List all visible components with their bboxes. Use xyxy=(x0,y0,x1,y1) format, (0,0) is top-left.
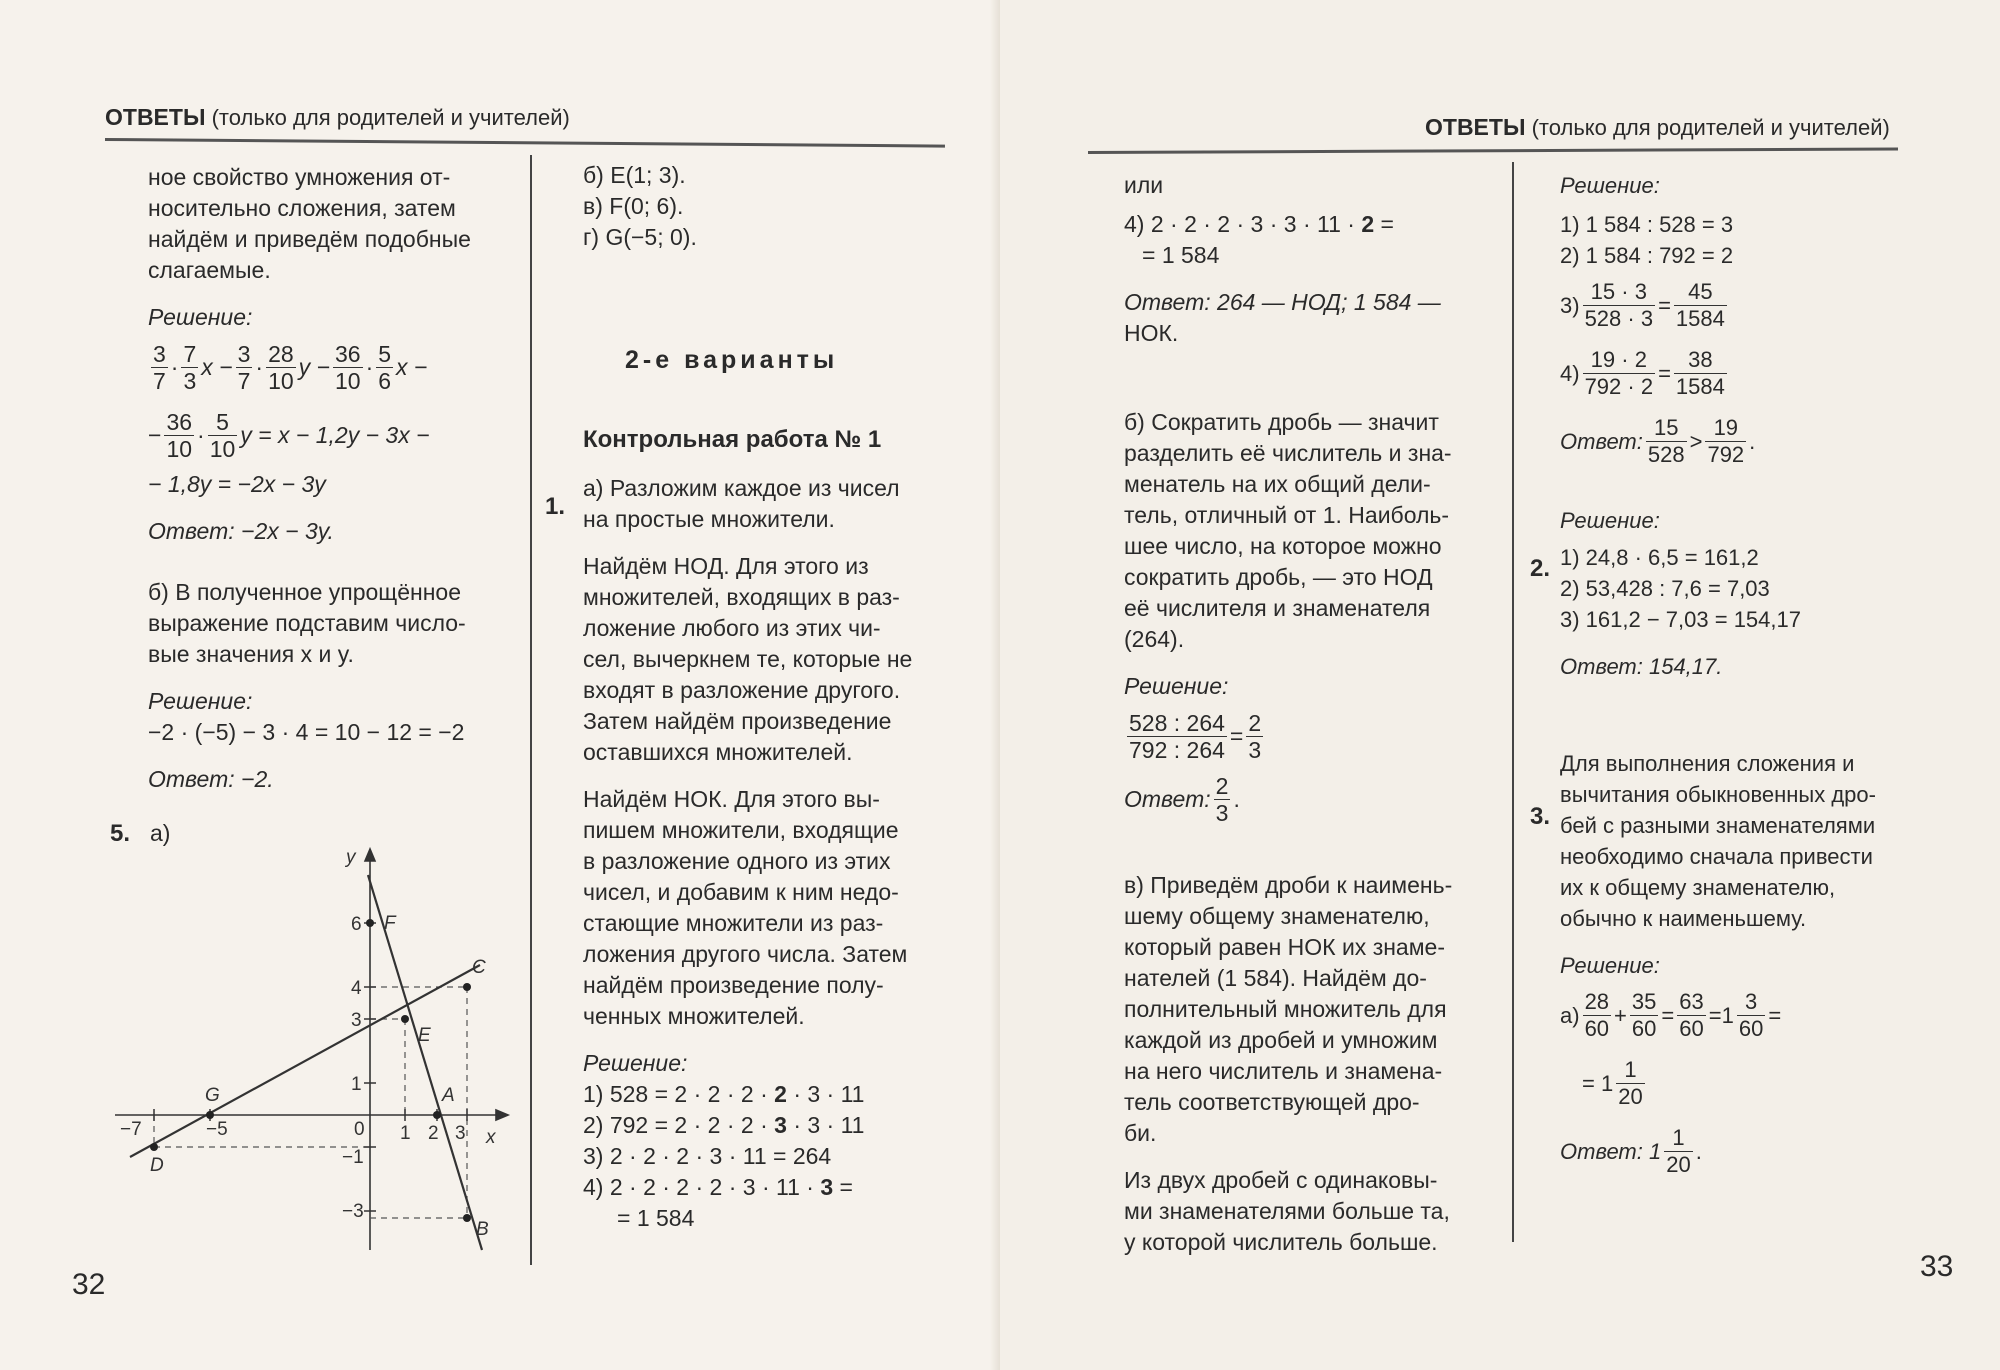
text-line: пишем множители, входящие xyxy=(583,817,899,843)
fraction: $\frac{36}{10}$ xyxy=(166,408,193,462)
solution-label: Решение: xyxy=(1560,508,1660,533)
text-line: тель, отличный от 1. Наиболь- xyxy=(1124,502,1450,528)
tick-3: 3 xyxy=(351,1010,362,1031)
text-line: полнительный множитель для xyxy=(1124,996,1447,1022)
text-line: разделить её числитель и зна- xyxy=(1124,440,1452,466)
calc-line: 4) 2 · 2 · 2 · 3 · 3 · 11 · 2 = xyxy=(1124,211,1394,237)
text-line: сел, вычеркнем те, которые не xyxy=(583,646,913,672)
text-line: её числителя и знаменателя xyxy=(1124,595,1431,621)
tick-x1: 1 xyxy=(400,1123,411,1144)
fraction: $\frac{35}{60}$ xyxy=(1631,988,1657,1041)
right-page xyxy=(1000,0,2000,1370)
fraction: $\frac{3}{60}$ xyxy=(1738,988,1764,1041)
fraction: $\frac{19}{792}$ xyxy=(1707,414,1745,467)
text-line: на него числитель и знамена- xyxy=(1124,1058,1443,1084)
text-line: менатель на их общий дели- xyxy=(1124,471,1431,497)
fraction: $\frac{1}{20}$ xyxy=(1666,1124,1691,1177)
text-line: бей с разными знаменателями xyxy=(1560,813,1876,838)
fraction: $\frac{5}{6}$ xyxy=(378,340,392,394)
fraction: $\frac{7}{3}$ xyxy=(183,340,197,394)
tick-xm7: −7 xyxy=(120,1119,142,1140)
text-line: на простые множители. xyxy=(583,506,835,532)
solution-label: Решение: xyxy=(148,304,253,330)
tick-x2: 2 xyxy=(428,1123,439,1144)
text-line: найдём произведение полу- xyxy=(583,972,884,998)
fraction: $\frac{2}{3}$ xyxy=(1215,772,1229,826)
page-number-right: 33 xyxy=(1920,1250,1954,1283)
text-line: выражение подставим число- xyxy=(148,610,466,636)
calc-line: −2 · (−5) − 3 · 4 = 10 − 12 = −2 xyxy=(148,719,465,745)
text-line: обычно к наименьшему. xyxy=(1560,906,1807,931)
text-line: б) Сократить дробь — значит xyxy=(1124,409,1439,435)
label-E: E xyxy=(418,1025,431,1046)
text-line: слагаемые. xyxy=(148,257,271,283)
calc-line: 3) 161,2 − 7,03 = 154,17 xyxy=(1560,607,1801,632)
text-line: или xyxy=(1124,172,1164,198)
list-item: в) F(0; 6). xyxy=(583,193,684,219)
point-A xyxy=(433,1111,441,1119)
fraction: $\frac{3}{7}$ xyxy=(237,340,251,394)
calc-line: 2) 792 = 2 · 2 · 2 · 3 · 3 · 11 xyxy=(583,1112,865,1138)
answer-b: Ответ: −2. xyxy=(148,766,274,792)
text-line: а) Разложим каждое из чисел xyxy=(583,475,900,501)
text-line: ченных множителей. xyxy=(583,1003,805,1029)
label-A: A xyxy=(442,1085,455,1106)
text-line: Для выполнения сложения и xyxy=(1560,751,1855,776)
column-divider-right xyxy=(1512,162,1514,1242)
fraction: $\frac{3}{7}$ xyxy=(153,340,166,394)
text-line: найдём и приведём подобные xyxy=(148,226,471,252)
calc-line: 1) 24,8 · 6,5 = 161,2 xyxy=(1560,545,1759,570)
calc-line: 4) 2 · 2 · 2 · 2 · 3 · 11 · 3 = xyxy=(583,1174,853,1200)
text-line: Из двух дробей с одинаковы- xyxy=(1124,1167,1438,1193)
text-line: вые значения x и y. xyxy=(148,641,354,667)
header-rule-left xyxy=(105,138,945,148)
label-D: D xyxy=(150,1155,164,1176)
sum-row-cont: = 1 $\frac{1}{20}$ xyxy=(1582,1056,1643,1109)
fraction: $\frac{5}{10}$ xyxy=(209,408,236,462)
text-line: их к общему знаменателю, xyxy=(1560,875,1836,900)
solution-label: Решение: xyxy=(583,1050,688,1076)
answer-line: НОК. xyxy=(1124,320,1179,346)
list-item: г) G(−5; 0). xyxy=(583,224,697,250)
solution-label: Решение: xyxy=(148,688,253,714)
header-rest: (только для родителей и учителей) xyxy=(1531,115,1890,140)
equation-row-1: $\frac{3}{7}$ · $\frac{7}{3}$ x − $\frac{3}{7}$ · $\frac{28}{10}$ y − $\frac{36}{10}$ · $\frac{5}{6}$ x − xyxy=(153,340,428,394)
solution-label: Решение: xyxy=(1560,173,1660,198)
label-y: y xyxy=(346,847,356,868)
text-line: в разложение одного из этих xyxy=(583,848,891,874)
text-line: шее число, на которое можно xyxy=(1124,533,1442,559)
task-number-3: 3. xyxy=(1530,803,1551,830)
fraction-row: $\frac{528 : 264}{792 : 264}$ = $\frac{2}{3}$ xyxy=(1129,709,1262,763)
fraction: $\frac{28}{10}$ xyxy=(268,340,294,394)
calc-line: 1) 528 = 2 · 2 · 2 · 2 · 3 · 11 xyxy=(583,1081,865,1107)
equation-row-3: − 1,8y = −2x − 3y xyxy=(148,471,326,497)
variants-title: 2-е варианты xyxy=(625,346,839,374)
label-x: x xyxy=(486,1127,496,1148)
header-rule-right xyxy=(1088,147,1898,154)
coordinate-graph xyxy=(110,845,520,1255)
calc-line: = 1 584 xyxy=(617,1205,695,1231)
tick-6: 6 xyxy=(351,914,362,935)
text-line: носительно сложения, затем xyxy=(148,195,456,221)
point-G xyxy=(206,1111,214,1119)
column-2 xyxy=(583,160,963,1234)
text-line: ми знаменателями больше та, xyxy=(1124,1198,1450,1224)
fraction-row-4: 4) $\frac{19 \cdot 2}{792 \cdot 2}$ = $\frac{38}{1584}$ xyxy=(1560,346,1725,399)
text-line: стающие множители из раз- xyxy=(583,910,884,936)
text-line: который равен НОК их знаме- xyxy=(1124,934,1445,960)
answer-a: Ответ: −2x − 3y. xyxy=(148,518,334,544)
task-number-2: 2. xyxy=(1530,555,1551,582)
tick-m1: −1 xyxy=(342,1147,364,1168)
answer-row: Ответ: 1 $\frac{1}{20}$ . xyxy=(1560,1124,1702,1177)
tick-x0: 0 xyxy=(354,1119,365,1140)
equation-row-2: − $\frac{36}{10}$ · $\frac{5}{10}$ y = x − 1,2y − 3x − xyxy=(148,408,430,462)
y-axis-arrow xyxy=(365,849,375,861)
ticks xyxy=(154,923,467,1211)
fraction-row-3: 3) $\frac{15 \cdot 3}{528 \cdot 3}$ = $\frac{45}{1584}$ xyxy=(1560,278,1725,331)
fraction: $\frac{528 : 264}{792 : 264}$ xyxy=(1129,709,1225,763)
fraction: $\frac{36}{10}$ xyxy=(334,340,361,394)
text-line: Затем найдём произведение xyxy=(583,708,892,734)
answer-row: Ответ: $\frac{15}{528}$ > $\frac{19}{792}$ . xyxy=(1560,414,1756,467)
text-line: множителей, входящих в раз- xyxy=(583,584,900,610)
column-divider-left xyxy=(530,155,532,1265)
label-G: G xyxy=(205,1085,220,1106)
answer-line: Ответ: 264 — НОД; 1 584 — xyxy=(1124,289,1441,315)
fraction: $\frac{38}{1584}$ xyxy=(1675,346,1725,399)
test-title: Контрольная работа № 1 xyxy=(583,426,882,453)
task-number-5: 5. xyxy=(110,820,131,847)
header-rest: (только для родителей и учителей) xyxy=(211,105,570,130)
text-line: в) Приведём дроби к наимень- xyxy=(1124,872,1453,898)
tick-xm5: −5 xyxy=(206,1119,228,1140)
label-C: C xyxy=(472,957,486,978)
text-line: вычитания обыкновенных дро- xyxy=(1560,782,1876,807)
page-header-left xyxy=(105,104,570,131)
text-line: тель соответствующей дро- xyxy=(1124,1089,1420,1115)
page-number-left: 32 xyxy=(72,1268,106,1301)
list-item: б) E(1; 3). xyxy=(583,162,686,188)
calc-line: 1) 1 584 : 528 = 3 xyxy=(1560,212,1734,237)
label-F: F xyxy=(384,913,396,934)
calc-line: = 1 584 xyxy=(1142,242,1220,268)
column-3 xyxy=(1124,170,1504,1258)
text-line: ное свойство умножения от- xyxy=(148,164,451,190)
text-line: Найдём НОД. Для этого из xyxy=(583,553,869,579)
answer-line: Ответ: 154,17. xyxy=(1560,654,1723,679)
text-line: сократить дробь, — это НОД xyxy=(1124,564,1433,590)
label-B: B xyxy=(476,1219,489,1240)
text-line: каждой из дробей и умножим xyxy=(1124,1027,1438,1053)
tick-m3: −3 xyxy=(342,1201,364,1222)
text-line: необходимо сначала привести xyxy=(1560,844,1873,869)
fraction: $\frac{15 \cdot 3}{528 \cdot 3}$ xyxy=(1584,278,1654,331)
fraction: $\frac{28}{60}$ xyxy=(1584,988,1610,1041)
fraction: $\frac{2}{3}$ xyxy=(1248,709,1262,763)
fraction: $\frac{19 \cdot 2}{792 \cdot 2}$ xyxy=(1584,346,1654,399)
text-line: чисел, и добавим к ним недо- xyxy=(583,879,899,905)
calc-line: 3) 2 · 2 · 2 · 3 · 11 = 264 xyxy=(583,1143,832,1169)
point-C xyxy=(463,983,471,991)
task-5a-label: а) xyxy=(150,820,171,846)
text-line: у которой числитель больше. xyxy=(1124,1229,1438,1255)
page-header-right xyxy=(1425,114,1890,141)
calc-line: 2) 53,428 : 7,6 = 7,03 xyxy=(1560,576,1770,601)
tick-4: 4 xyxy=(351,978,362,999)
header-bold: ОТВЕТЫ xyxy=(1425,114,1526,140)
header-bold: ОТВЕТЫ xyxy=(105,104,206,130)
solution-label: Решение: xyxy=(1560,953,1660,978)
fraction: $\frac{63}{60}$ xyxy=(1679,988,1704,1041)
text-line: ложение любого из этих чи- xyxy=(583,615,881,641)
text-line: нателей (1 584). Найдём до- xyxy=(1124,965,1427,991)
dashed-guides xyxy=(154,987,467,1218)
point-B xyxy=(463,1214,471,1222)
column-1 xyxy=(148,162,518,795)
tick-x3: 3 xyxy=(455,1123,466,1144)
points xyxy=(150,919,471,1222)
answer-row: Ответ: $\frac{2}{3}$ . xyxy=(1124,772,1240,826)
text-line: б) В полученное упрощённое xyxy=(148,579,462,605)
text-line: би. xyxy=(1124,1120,1157,1146)
fraction: $\frac{15}{528}$ xyxy=(1647,414,1685,467)
text-line: Найдём НОК. Для этого вы- xyxy=(583,786,880,812)
task-number-1: 1. xyxy=(545,493,566,520)
point-F xyxy=(366,919,374,927)
text-line: шему общему знаменателю, xyxy=(1124,903,1430,929)
text-line: входят в разложение другого. xyxy=(583,677,901,703)
solution-label: Решение: xyxy=(1124,673,1229,699)
point-D xyxy=(150,1143,158,1151)
tick-1: 1 xyxy=(351,1074,362,1095)
text-line: (264). xyxy=(1124,626,1185,652)
calc-line: 2) 1 584 : 792 = 2 xyxy=(1560,243,1734,268)
text-line: ложения другого числа. Затем xyxy=(583,941,908,967)
fraction: $\frac{45}{1584}$ xyxy=(1675,278,1725,331)
text-line: оставшихся множителей. xyxy=(583,739,853,765)
fraction: $\frac{1}{20}$ xyxy=(1618,1056,1643,1109)
x-axis-arrow xyxy=(496,1110,508,1120)
column-4 xyxy=(1560,170,1940,1185)
point-E xyxy=(401,1015,409,1023)
sum-row: а) $\frac{28}{60}$ + $\frac{35}{60}$ = $\frac{63}{60}$ = 1 $\frac{3}{60}$ = xyxy=(1560,988,1782,1041)
